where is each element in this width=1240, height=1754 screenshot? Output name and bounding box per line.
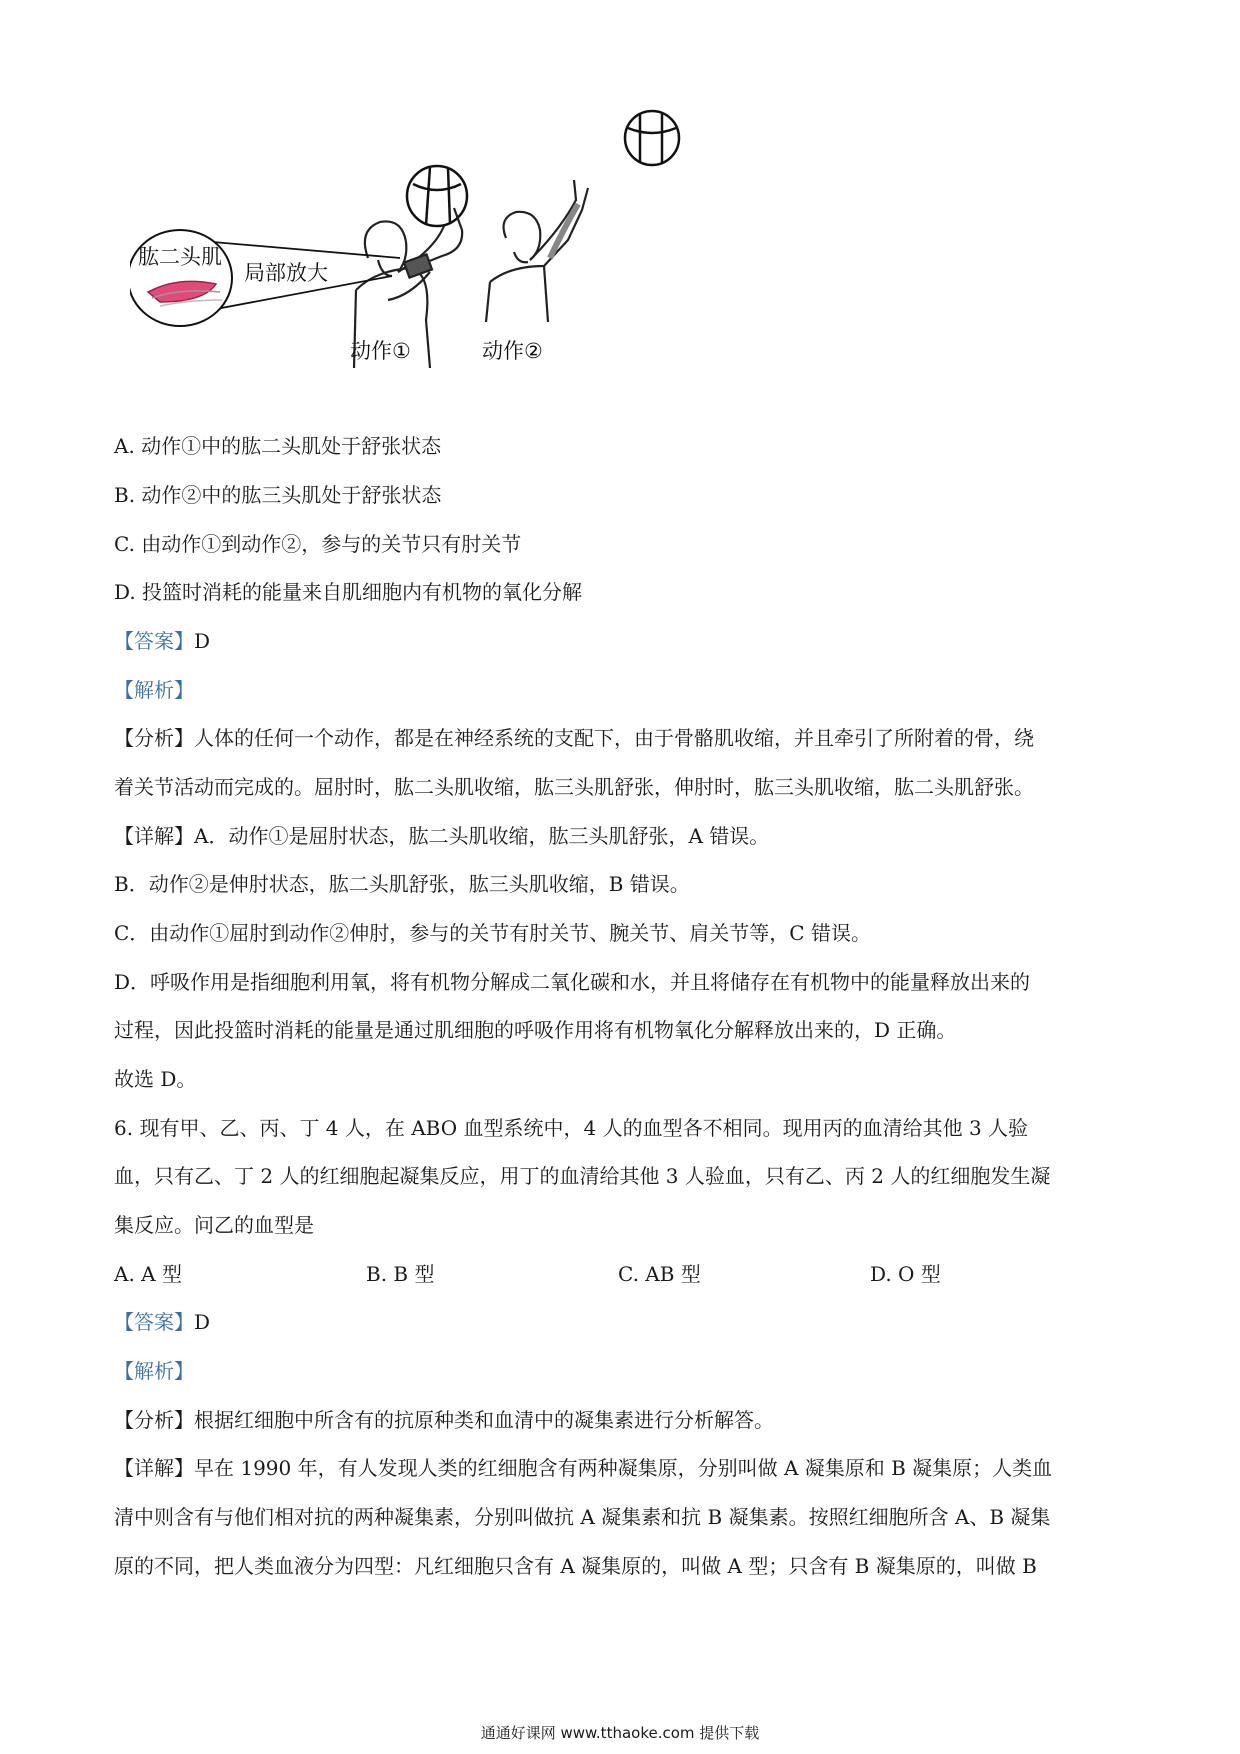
action-2-label: 动作② [482, 339, 543, 363]
page-footer: 通通好课网 www.tthaoke.com 提供下载 [480, 1724, 760, 1742]
enlarge-label: 局部放大 [244, 261, 328, 285]
q6-choice-d: D. O 型 [870, 1262, 941, 1286]
q6-fenxi: 【分析】根据红细胞中所含有的抗原种类和血清中的凝集素进行分析解答。 [114, 1408, 774, 1432]
q5-answer [114, 627, 210, 655]
answer-value: D [194, 1310, 211, 1334]
q5-detail-4: D．呼吸作用是指细胞利用氧，将有机物分解成二氧化碳和水，并且将储存在有机物中的能量释放出来的 [114, 970, 1031, 994]
q6-choice-a: A. A 型 [114, 1262, 182, 1286]
action-1-label: 动作① [350, 339, 411, 363]
q6-detail-1: 【详解】早在 1990 年，有人发现人类的红细胞含有两种凝集原，分别叫做 A 凝集原和 B 凝集原；人类血 [114, 1456, 1053, 1480]
q5-option-c: C. 由动作①到动作②，参与的关节只有肘关节 [114, 532, 522, 556]
q5-detail-1: 【详解】A．动作①是屈肘状态，肱二头肌收缩，肱三头肌舒张，A 错误。 [114, 824, 770, 848]
q6-stem-2: 血，只有乙、丁 2 人的红细胞起凝集反应，用丁的血清给其他 3 人验血，只有乙、丙 2 人的红细胞发生凝 [114, 1164, 1051, 1188]
q6-choice-c: C. AB 型 [618, 1262, 701, 1286]
q5-conclusion: 故选 D。 [114, 1067, 197, 1091]
q6-detail-2: 清中则含有与他们相对抗的两种凝集素，分别叫做抗 A 凝集素和抗 B 凝集素。按照红细胞所含 A、B 凝集 [114, 1505, 1051, 1529]
q5-analysis-tag: 【解析】 [114, 678, 194, 702]
q5-option-b: B. 动作②中的肱三头肌处于舒张状态 [114, 483, 442, 507]
q5-detail-3: C．由动作①屈肘到动作②伸肘，参与的关节有肘关节、腕关节、肩关节等，C 错误。 [114, 921, 871, 945]
q5-option-d: D. 投篮时消耗的能量来自肌细胞内有机物的氧化分解 [114, 580, 583, 604]
biceps-label: 肱二头肌 [138, 245, 222, 269]
q5-option-a: A. 动作①中的肱二头肌处于舒张状态 [114, 434, 442, 458]
q6-stem-1: 6. 现有甲、乙、丙、丁 4 人，在 ABO 血型系统中，4 人的血型各不相同。现用丙的血清给其他 3 人验 [114, 1116, 1029, 1140]
q5-fenxi-2: 着关节活动而完成的。屈肘时，肱二头肌收缩，肱三头肌舒张，伸肘时，肱三头肌收缩，肱二头肌舒张。 [114, 775, 1034, 799]
q5-fenxi-1: 【分析】人体的任何一个动作，都是在神经系统的支配下，由于骨骼肌收缩，并且牵引了所附着的骨，绕 [114, 726, 1034, 750]
q6-analysis-tag: 【解析】 [114, 1359, 194, 1383]
q5-detail-2: B．动作②是伸肘状态，肱二头肌舒张，肱三头肌收缩，B 错误。 [114, 872, 690, 896]
basketball-2 [625, 111, 679, 165]
q6-answer [114, 1308, 210, 1336]
q6-detail-3: 原的不同，把人类血液分为四型：凡红细胞只含有 A 凝集原的，叫做 A 型；只含有 B 凝集原的，叫做 B [114, 1554, 1037, 1578]
answer-value: D [194, 629, 211, 653]
q6-choice-b: B. B 型 [366, 1262, 435, 1286]
answer-tag: 【答案】 [114, 1310, 194, 1334]
shooting-figure [130, 100, 690, 410]
answer-tag: 【答案】 [114, 629, 194, 653]
player-action-2 [486, 180, 588, 322]
q5-detail-5: 过程，因此投篮时消耗的能量是通过肌细胞的呼吸作用将有机物氧化分解释放出来的，D 正确。 [114, 1018, 957, 1042]
q6-stem-3: 集反应。问乙的血型是 [114, 1213, 314, 1237]
